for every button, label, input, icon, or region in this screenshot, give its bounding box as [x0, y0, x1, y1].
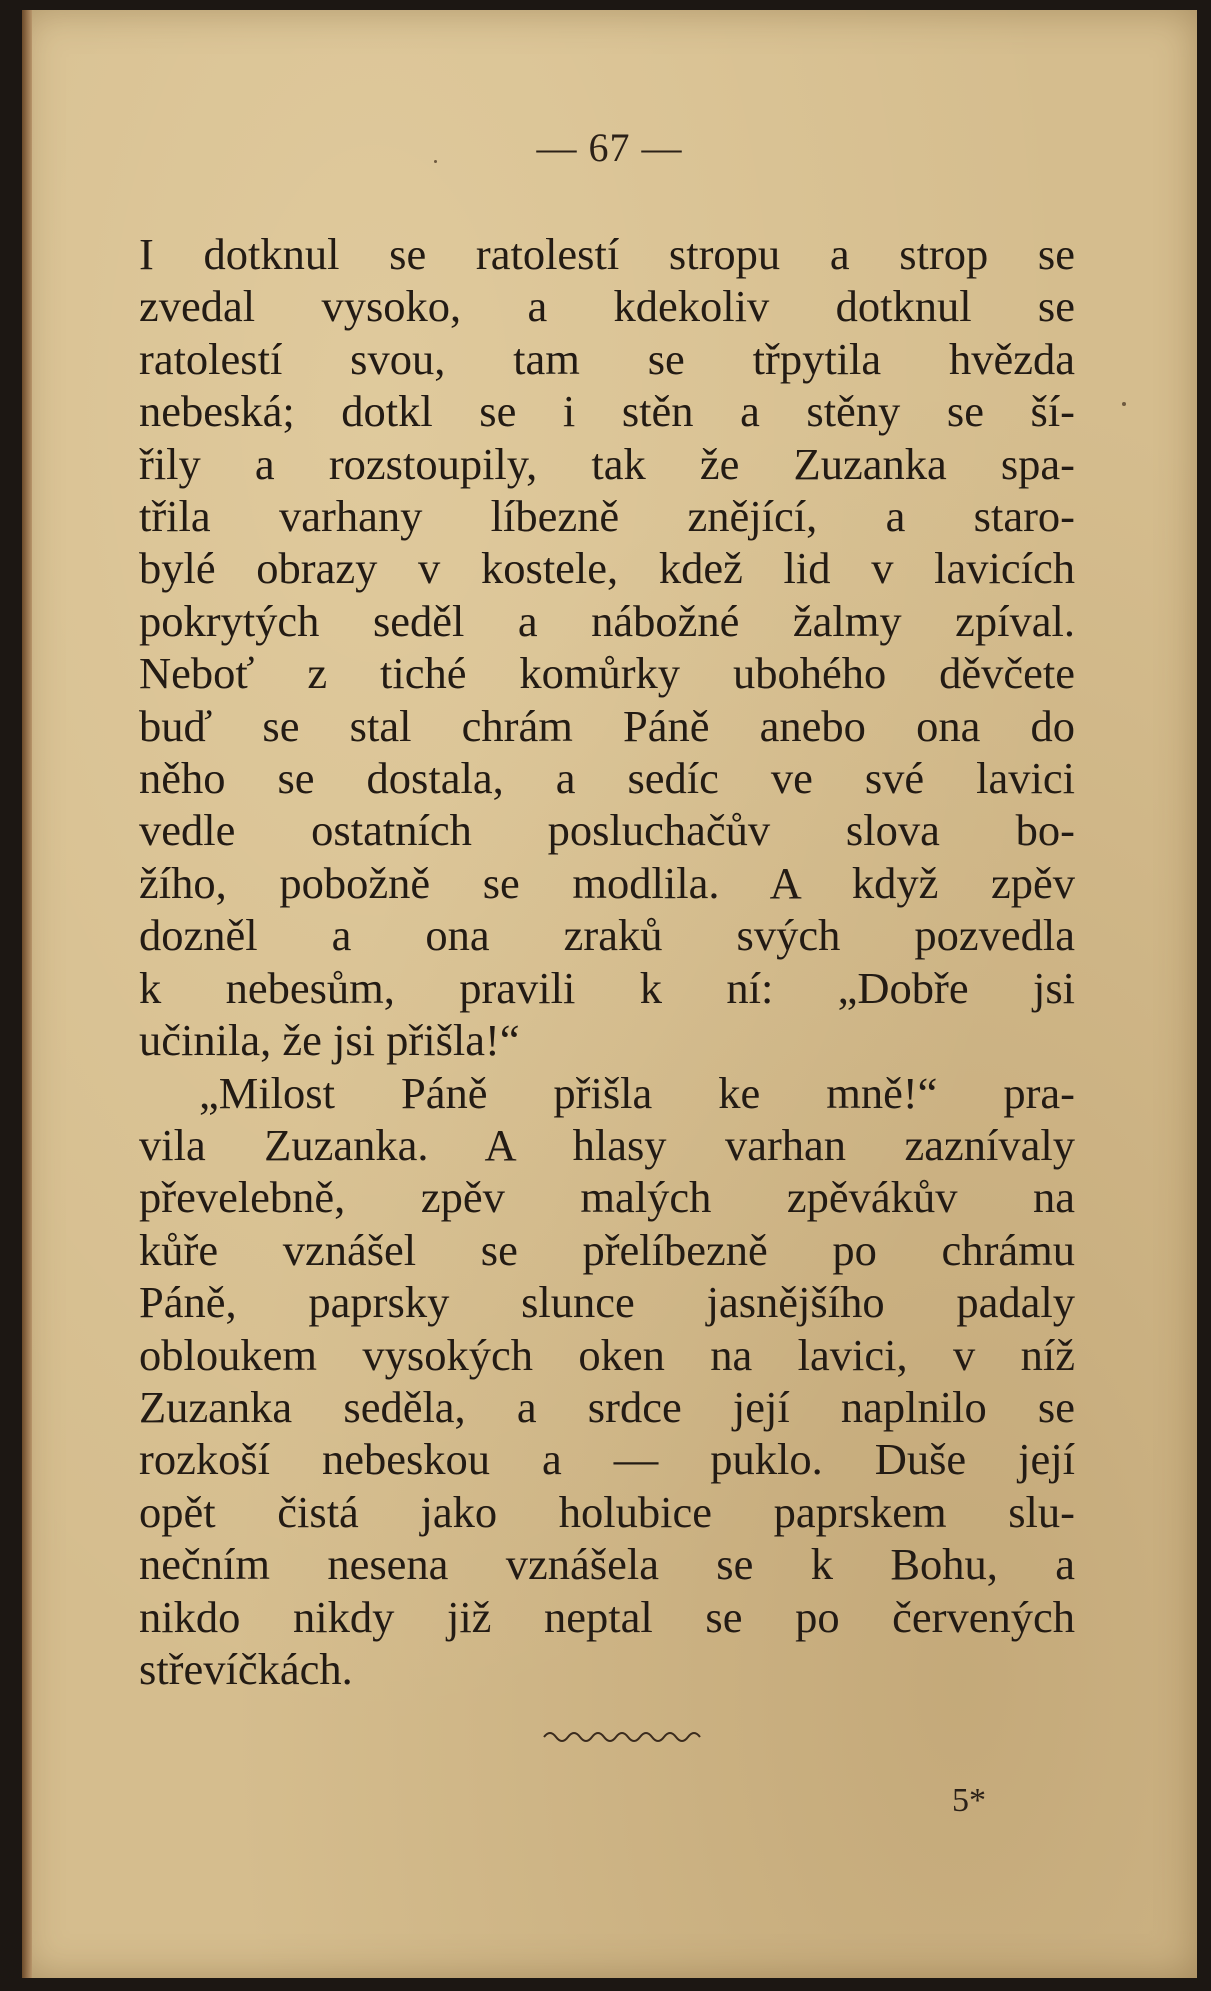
text-line: třila varhany líbezně znějící, a staro-: [139, 491, 1075, 542]
book-page: [22, 10, 1197, 1978]
text-line: I dotknul se ratolestí stropu a strop se: [139, 229, 1075, 279]
text-line: žího, pobožně se modlila. A když zpěv: [139, 857, 1075, 908]
text-line: Páně, paprsky slunce jasnějšího padaly: [139, 1277, 1075, 1328]
text-line: k nebesům, pravili k ní: „Dobře jsi: [139, 962, 1075, 1013]
body-text: [139, 228, 1075, 1695]
text-line: buď se stal chrám Páně anebo ona do: [139, 700, 1075, 751]
paper-speck: [1122, 402, 1126, 406]
text-line: něho se dostala, a sedíc ve své lavici: [139, 753, 1075, 804]
text-line: Zuzanka seděla, a srdce její naplnilo se: [139, 1381, 1075, 1432]
text-line: opět čistá jako holubice paprskem slu-: [139, 1486, 1075, 1537]
signature-mark: 5*: [952, 1782, 986, 1819]
wavy-ornament-icon: [542, 1725, 702, 1749]
text-line: učinila, že jsi přišla!“: [139, 1015, 520, 1066]
text-line: převelebně, zpěv malých zpěvákův na: [139, 1172, 1075, 1223]
page-number: — 67 —: [536, 125, 683, 170]
text-line: vedle ostatních posluchačův slova bo-: [139, 805, 1075, 856]
text-line: střevíčkách.: [139, 1643, 353, 1694]
text-line: dozněl a ona zraků svých pozvedla: [139, 910, 1075, 961]
text-line: obloukem vysokých oken na lavici, v níž: [139, 1329, 1075, 1380]
paper-speck: [434, 160, 437, 163]
page-gutter: [22, 10, 32, 1978]
text-line: ratolestí svou, tam se třpytila hvězda: [139, 333, 1075, 384]
text-line: zvedal vysoko, a kdekoliv dotknul se: [139, 281, 1075, 332]
text-line: vila Zuzanka. A hlasy varhan zaznívaly: [139, 1119, 1075, 1170]
text-line: pokrytých seděl a nábožné žalmy zpíval.: [139, 595, 1075, 646]
text-line: bylé obrazy v kostele, kdež lid v lavicích: [139, 543, 1075, 594]
text-line: rozkoší nebeskou a — puklo. Duše její: [139, 1434, 1075, 1485]
text-line: „Milost Páně přišla ke mně!“ pra-: [199, 1067, 1075, 1118]
text-line: nebeská; dotkl se i stěn a stěny se ší-: [139, 386, 1075, 437]
text-line: řily a rozstoupily, tak že Zuzanka spa-: [139, 438, 1075, 489]
text-line: nikdo nikdy již neptal se po červených: [139, 1591, 1075, 1642]
text-line: kůře vznášel se přelíbezně po chrámu: [139, 1224, 1075, 1275]
text-line: Neboť z tiché komůrky ubohého děvčete: [139, 648, 1075, 699]
text-line: nečním nesena vznášela se k Bohu, a: [139, 1539, 1075, 1590]
